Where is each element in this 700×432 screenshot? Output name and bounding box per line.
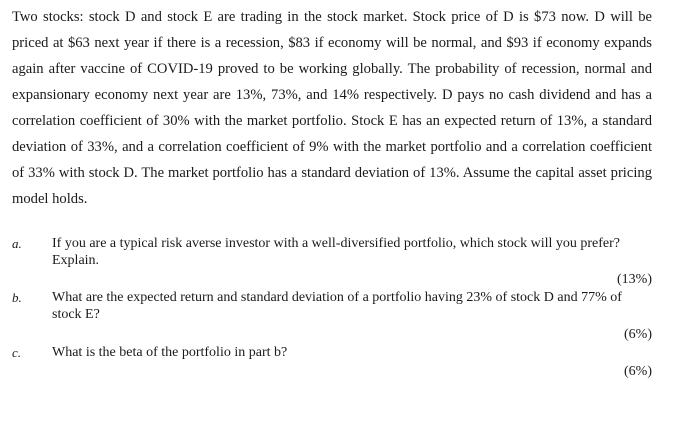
question-marks: (6%) (624, 364, 652, 379)
problem-statement: Two stocks: stock D and stock E are trading in the stock market. Stock price of D is $73 now. D will be priced at $63 next year if there is a recession, $83 if economy will be normal, and $93 if economy expands again after vaccine of COVID-19 proved to be working globally. The probability of recession, normal and expansionary economy next year are 13%, 73%, and 14% respectively. D pays no cash dividend and has a correlation coefficient of 30% with the market portfolio. Stock E has an expected return of 13%, a standard deviation of 33%, and a correlation coefficient of 9% with the market portfolio and a correlation coefficient of 33% with stock D. The market portfolio has a standard deviation of 13%. Assume the capital asset pricing model holds. (12, 9, 652, 207)
question-letter: b. (12, 290, 22, 305)
question-text: What are the expected return and standard deviation of a portfolio having 23% of stock D and 77% of stock E? (52, 290, 622, 322)
question-marks: (13%) (617, 272, 652, 287)
question-letter: c. (12, 345, 22, 360)
question-text: What is the beta of the portfolio in part b? (52, 345, 288, 360)
question-letter: a. (12, 236, 22, 251)
question-marks: (6%) (624, 327, 652, 342)
question-text: If you are a typical risk averse investor with a well-diversified portfolio, which stock will you prefer? Explain. (52, 236, 620, 268)
